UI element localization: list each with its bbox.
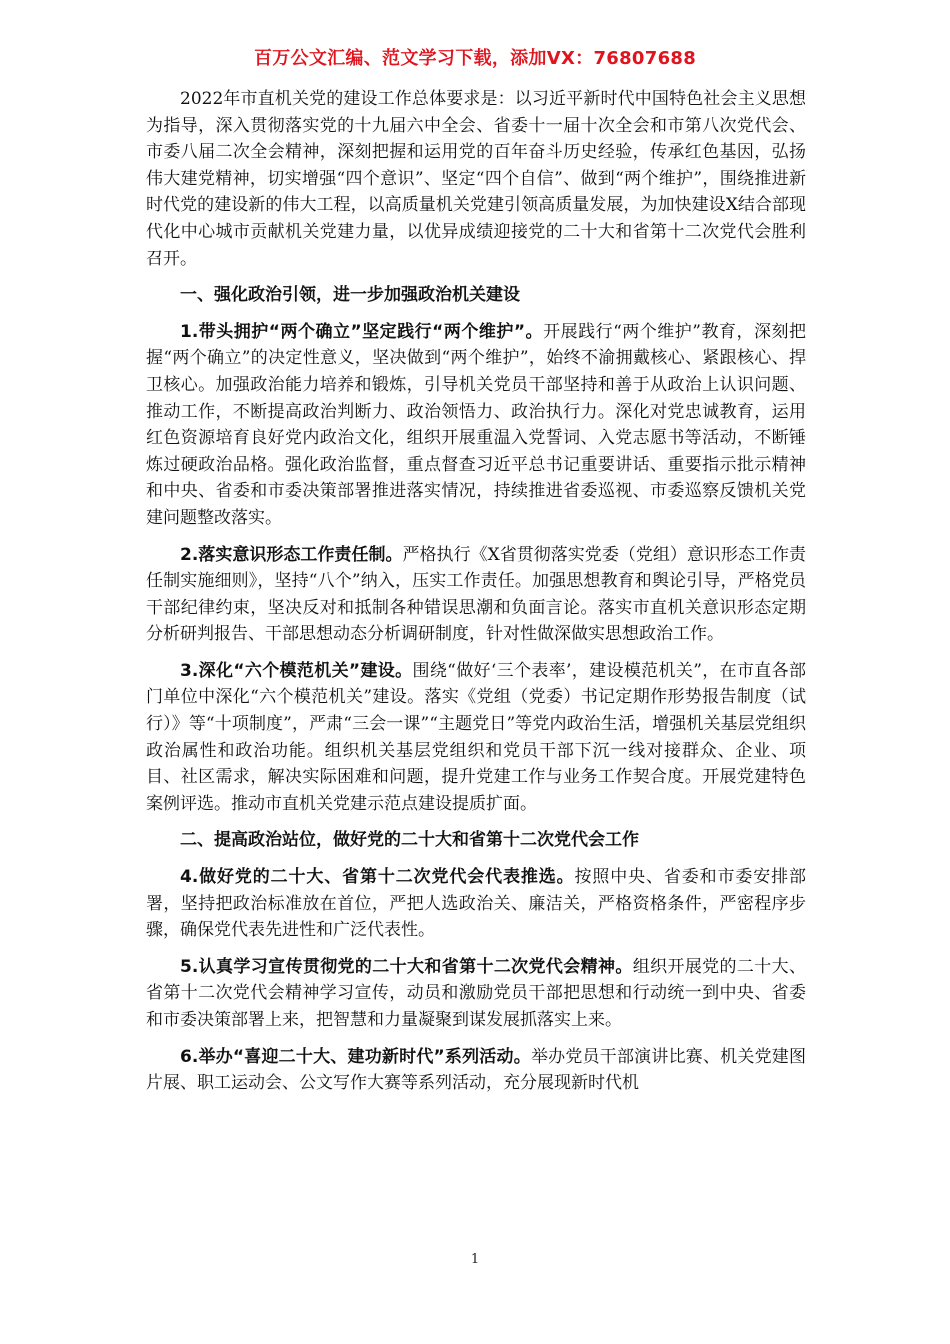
item-body-1: 开展践行“两个维护”教育，深刻把握“两个确立”的决定性意义，坚决做到“两个维护”，始终不渝拥戴核心、紧跟核心、捍卫核心。加强政治能力培养和锻炼，引导机关党员干部坚持和善于从政治上认识问题、推动工作，不断提高政治判断力、政治领悟力、政治执行力。深化对党忠诚教育，运用红色资源培育良好党内政治文化，组织开展重温入党誓词、入党志愿书等活动，不断锤炼过硬政治品格。强化政治监督，重点督查习近平总书记重要讲话、重要指示批示精神和中央、省委和市委决策部署推进落实情况，持续推进省委巡视、市委巡察反馈机关党建问题整改落实。 bbox=[146, 321, 806, 528]
item-paragraph-5 bbox=[146, 954, 806, 1034]
intro-paragraph: 2022年市直机关党的建设工作总体要求是：以习近平新时代中国特色社会主义思想为指导，深入贯彻落实党的十九届六中全会、省委十一届十次全会和市第八次党代会、市委八届二次全会精神，深刻把握和运用党的百年奋斗历史经验，传承红色基因，弘扬伟大建党精神，切实增强“四个意识”、坚定“四个自信”、做到“两个维护”，围绕推进新时代党的建设新的伟大工程，以高质量机关党建引领高质量发展，为加快建设X结合部现代化中心城市贡献机关党建力量，以优异成绩迎接党的二十大和省第十二次党代会胜利召开。 bbox=[146, 89, 806, 269]
download-banner: 百万公文汇编、范文学习下载，添加VX：76807688 bbox=[253, 48, 697, 69]
item-body-2: 严格执行《X省贯彻落实党委（党组）意识形态工作责任制实施细则》，坚持“八个”纳入，压实工作责任。加强思想教育和舆论引导，严格党员干部纪律约束，坚决反对和抵制各种错误思潮和负面言论。落实市直机关意识形态定期分析研判报告、干部思想动态分析调研制度，针对性做深做实思想政治工作。 bbox=[146, 544, 806, 645]
item-body-5: 组织开展党的二十大、省第十二次党代会精神学习宣传，动员和激励党员干部把思想和行动统一到中央、省委和市委决策部署上来，把智慧和力量凝聚到谋发展抓落实上来。 bbox=[146, 956, 807, 1030]
item-title-5: 5.认真学习宣传贯彻党的二十大和省第十二次党代会精神。 bbox=[180, 956, 633, 977]
page-number: 1 bbox=[470, 1252, 480, 1267]
section-heading-2: 二、提高政治站位，做好党的二十大和省第十二次党代会工作 bbox=[180, 830, 639, 851]
item-body-6: 举办党员干部演讲比赛、机关党建图片展、职工运动会、公文写作大赛等系列活动，充分展现新时代机 bbox=[146, 1046, 807, 1094]
item-paragraph-6 bbox=[146, 1044, 806, 1097]
item-title-3: 3.深化“六个模范机关”建设。 bbox=[180, 660, 413, 681]
item-paragraph-3 bbox=[146, 658, 806, 818]
item-title-1: 1.带头拥护“两个确立”坚定践行“两个维护”。 bbox=[180, 321, 544, 342]
item-title-2: 2.落实意识形态工作责任制。 bbox=[180, 544, 403, 565]
item-body-3: 围绕“做好‘三个表率’，建设模范机关”，在市直各部门单位中深化“六个模范机关”建设。落实《党组（党委）书记定期作形势报告制度（试行）》等“十项制度”，严肃“三会一课”“主题党日”等党内政治生活，增强机关基层党组织政治属性和政治功能。组织机关基层党组织和党员干部下沉一线对接群众、企业、项目、社区需求，解决实际困难和问题，提升党建工作与业务工作契合度。开展党建特色案例评选。推动市直机关党建示范点建设提质扩面。 bbox=[146, 660, 806, 814]
item-title-6: 6.举办“喜迎二十大、建功新时代”系列活动。 bbox=[180, 1046, 531, 1067]
section-heading-1: 一、强化政治引领，进一步加强政治机关建设 bbox=[180, 285, 520, 306]
item-body-4: 按照中央、省委和市委安排部署，坚持把政治标准放在首位，严把人选政治关、廉洁关，严格资格条件，严密程序步骤，确保党代表先进性和广泛代表性。 bbox=[146, 867, 806, 941]
item-title-4: 4.做好党的二十大、省第十二次党代会代表推选。 bbox=[180, 867, 575, 888]
item-paragraph-4 bbox=[146, 864, 806, 944]
item-paragraph-2 bbox=[146, 542, 806, 648]
document-body bbox=[146, 86, 806, 1107]
item-paragraph-1 bbox=[146, 319, 806, 532]
